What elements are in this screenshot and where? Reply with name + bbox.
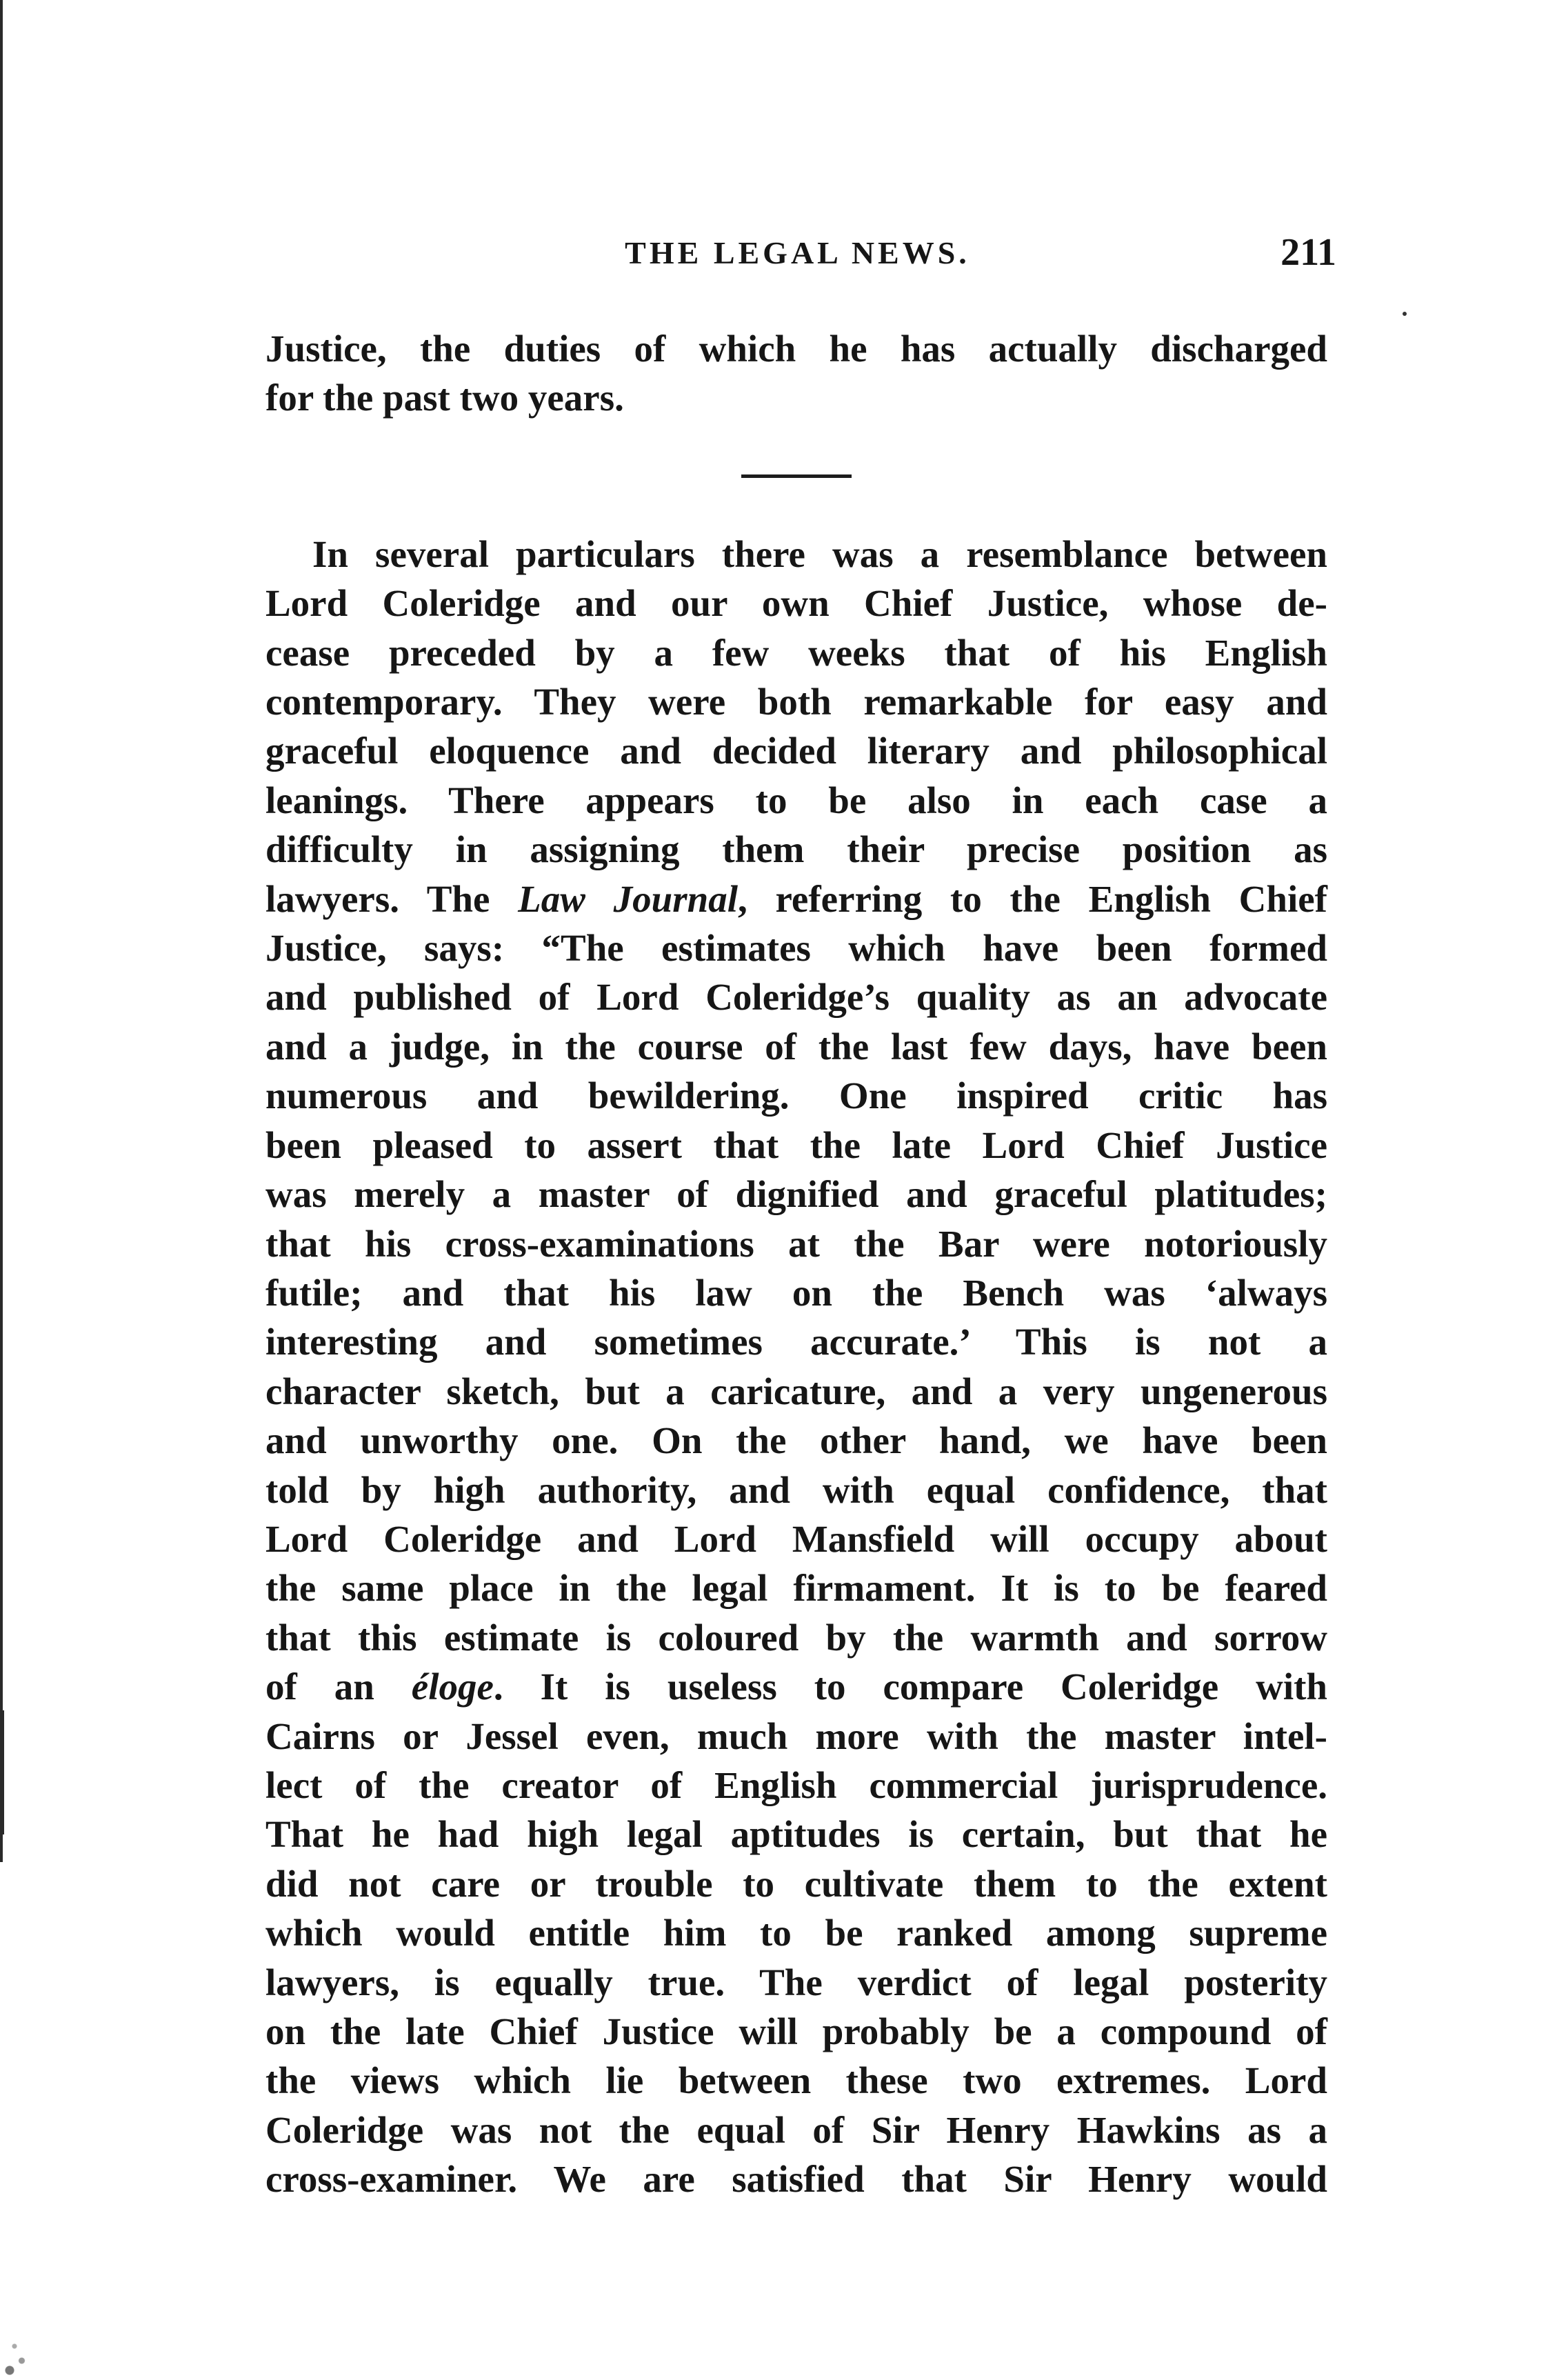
italic-word: éloge — [411, 1666, 494, 1708]
text-line: Cairns or Jessel even, much more with the master intel- — [265, 1714, 1327, 1757]
text-line: the same place in the legal firmament. It is to be feared — [265, 1567, 1327, 1610]
text-line: leanings. There appears to be also in each case a — [265, 779, 1327, 821]
section-divider — [741, 474, 852, 478]
text-line-with-italic — [265, 874, 1327, 923]
text-line: character sketch, but a caricature, and a very ungenerous — [265, 1370, 1327, 1412]
text-line: Justice, says: “The estimates which have been formed — [265, 927, 1327, 970]
text-line-with-italic — [265, 1662, 1327, 1711]
text-line: difficulty in assigning them their precise position as — [265, 828, 1327, 871]
text-line: on the late Chief Justice will probably be a compound of — [265, 2010, 1327, 2052]
paragraph-continued — [265, 324, 1327, 423]
text-line: Coleridge was not the equal of Sir Henry Hawkins as a — [265, 2108, 1327, 2151]
text-line: cease preceded by a few weeks that of his English — [265, 631, 1327, 674]
text-line: which would entitle him to be ranked among supreme — [265, 1912, 1327, 1954]
text-line: lect of the creator of English commercial jurisprudence. — [265, 1763, 1327, 1806]
text-fragment: . It is useless to compare Coleridge with — [493, 1666, 1328, 1708]
text-line: cross-examiner. We are satisfied that Sir Henry would — [265, 2158, 1327, 2201]
text-line: Lord Coleridge and our own Chief Justice, whose de- — [265, 582, 1327, 625]
text-fragment: lawyers. The — [265, 877, 519, 920]
text-line: interesting and sometimes accurate.’ This is not a — [265, 1321, 1327, 1363]
ink-speck — [1403, 312, 1407, 316]
text-line: that his cross-examinations at the Bar were notoriously — [265, 1222, 1327, 1265]
text-line: and a judge, in the course of the last few days, have been — [265, 1025, 1327, 1068]
text-line: That he had high legal aptitudes is certain, but that he — [265, 1813, 1327, 1856]
text-line: was merely a master of dignified and graceful platitudes; — [265, 1173, 1327, 1216]
text-line: In several particulars there was a resemblance between — [312, 532, 1327, 575]
scan-edge-mark — [0, 1710, 4, 1834]
scan-edge-shadow — [0, 0, 3, 1862]
text-line: been pleased to assert that the late Lord Chief Justice — [265, 1123, 1327, 1166]
text-line: futile; and that his law on the Bench was ‘always — [265, 1271, 1327, 1314]
text-line: and published of Lord Coleridge’s quality as an advocate — [265, 976, 1327, 1019]
text-line: lawyers, is equally true. The verdict of legal posterity — [265, 1961, 1327, 2003]
running-head — [265, 231, 1336, 290]
text-line: the views which lie between these two extremes. Lord — [265, 2059, 1327, 2102]
text-line: for the past two years. — [265, 377, 624, 419]
italic-title: Law Journal — [518, 877, 739, 920]
running-title: THE LEGAL NEWS. — [625, 235, 970, 270]
text-line: numerous and bewildering. One inspired critic has — [265, 1074, 1327, 1117]
paper-fleck — [0, 2332, 48, 2380]
text-line: Lord Coleridge and Lord Mansfield will occupy about — [265, 1517, 1327, 1560]
text-line: Justice, the duties of which he has actually discharged — [265, 328, 1327, 370]
text-line: contemporary. They were both remarkable for easy and — [265, 681, 1327, 723]
text-line: graceful eloquence and decided literary and philosophical — [265, 730, 1327, 772]
text-line: and unworthy one. On the other hand, we have been — [265, 1419, 1327, 1462]
page-number: 211 — [1280, 231, 1336, 274]
text-line: that this estimate is coloured by the warmth and sorrow — [265, 1616, 1327, 1659]
body-text — [265, 324, 1327, 2204]
paragraph-coleridge — [265, 530, 1327, 2204]
text-fragment: of an — [265, 1666, 412, 1708]
text-line: did not care or trouble to cultivate them to the extent — [265, 1862, 1327, 1905]
text-fragment: , referring to the English Chief — [738, 877, 1327, 920]
text-line: told by high authority, and with equal confidence, that — [265, 1468, 1327, 1511]
